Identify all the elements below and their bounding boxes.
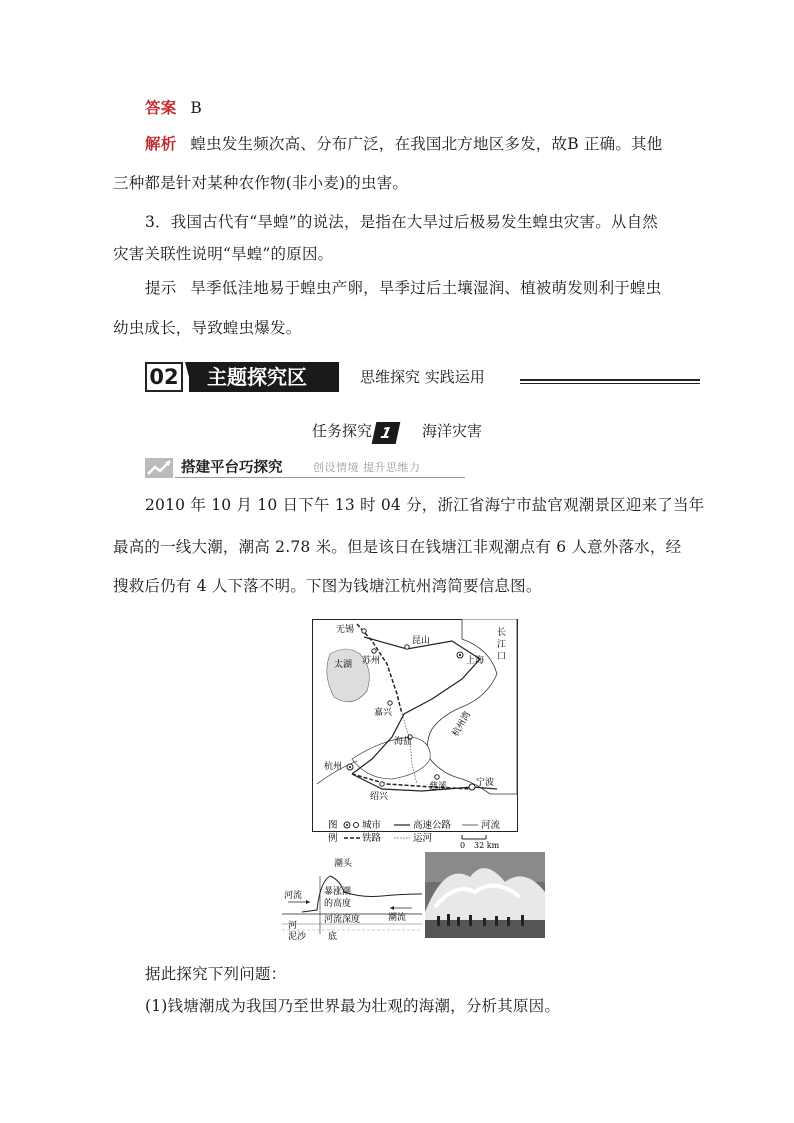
- answer-label: 答案: [145, 98, 177, 117]
- label-cixi: 慈溪: [429, 782, 448, 792]
- body-line2: 最高的一线大潮，潮高 2.78 米。但是该日在钱塘江非观潮点有 6 人意外落水，经: [113, 538, 682, 556]
- legend-scale-zero: 0: [460, 841, 466, 848]
- tidal-bore-photo: [425, 852, 545, 938]
- legend-river: 河流: [481, 820, 501, 831]
- legend-tu: 图: [328, 820, 338, 831]
- legend-highway: 高速公路: [413, 820, 452, 831]
- label-changjiang2: 江: [497, 640, 507, 650]
- diagram-depth: 河流深度: [324, 915, 361, 925]
- platform-title: 搭建平台巧探究: [181, 460, 283, 476]
- city-cixi-marker: [435, 775, 439, 779]
- hint-label: 提示: [145, 279, 177, 297]
- label-changjiang: 长: [497, 628, 507, 638]
- tide-arrowhead: [390, 906, 394, 910]
- body-line1: 2010 年 10 月 10 日下午 13 时 04 分，浙江省海宁市盐官观潮景区迎来了当年: [145, 496, 705, 514]
- task-number: 1: [372, 422, 401, 444]
- analysis-line1: [145, 132, 715, 156]
- legend-city-icon: [354, 823, 359, 828]
- diagram-river: 河流: [284, 891, 303, 901]
- diagram-mud: 泥沙: [288, 932, 307, 940]
- label-jiaxing: 嘉兴: [374, 708, 393, 718]
- city-wuxi-marker: [362, 629, 366, 633]
- chart-trend-icon: [145, 456, 175, 480]
- platform-rule: [175, 477, 465, 478]
- question1-line: (1)钱塘潮成为我国乃至世界最为壮观的海潮，分析其原因。: [145, 997, 561, 1015]
- diagram-bottom: 底: [328, 932, 338, 940]
- task-prefix: 任务探究: [311, 422, 372, 440]
- city-hangzhou-dot: [349, 766, 351, 768]
- hint-text1: 旱季低洼地易于蝗虫产卵，旱季过后土壤湿润、植被萌发则利于蝗虫: [190, 279, 662, 297]
- label-shanghai: 上海: [466, 656, 485, 666]
- tidal-bore-photo-art: [425, 852, 545, 938]
- legend-city: 城市: [362, 820, 382, 831]
- platform-heading: [145, 456, 465, 480]
- diagram-tide: 潮流: [388, 913, 407, 923]
- legend-canal: 运河: [413, 833, 433, 844]
- question3-line2: 灾害关联性说明“旱蝗”的原因。: [113, 245, 334, 263]
- diagram-head: 潮头: [334, 859, 353, 869]
- label-hangzhouwan: 杭州湾: [450, 710, 474, 739]
- section-subtitle: 思维探究 实践运用: [360, 368, 485, 386]
- legend-capital-dot: [346, 824, 348, 826]
- diagram-height1: 暴涨潮: [324, 887, 352, 897]
- prompt-line: 据此探究下列问题：: [145, 965, 287, 983]
- label-suzhou: 苏州: [362, 656, 381, 666]
- river-arrowhead: [306, 900, 310, 904]
- city-shaoxing-marker: [380, 782, 384, 786]
- city-suzhou-marker: [372, 649, 376, 653]
- section-rule: [520, 379, 700, 384]
- label-haiyan: 海盐: [394, 737, 413, 747]
- platform-subtitle: 创设情境 提升思维力: [313, 461, 421, 474]
- analysis-label: 解析: [145, 134, 177, 153]
- map-legend: [326, 818, 526, 848]
- section-header: [145, 362, 701, 394]
- label-changjiang3: 口: [497, 652, 507, 662]
- question3-line1: 3．我国古代有“旱蝗”的说法，是指在大旱过后极易发生蝗虫灾害。从自然: [145, 213, 659, 231]
- label-kunshan: 昆山: [412, 636, 431, 646]
- legend-li: 例: [328, 833, 338, 844]
- label-wuxi: 无锡: [336, 625, 355, 635]
- body-line3: 搜救后仍有 4 人下落不明。下图为钱塘江杭州湾简要信息图。: [113, 577, 542, 595]
- analysis-text1: 蝗虫发生频次高、分布广泛，在我国北方地区多发，故B 正确。其他: [190, 135, 663, 153]
- hint-line1: [145, 276, 715, 300]
- diagram-he: 河: [288, 921, 298, 931]
- diagram-height2: 的高度: [324, 899, 352, 909]
- city-jiaxing-marker: [388, 701, 392, 705]
- city-kunshan-marker: [405, 645, 409, 649]
- section-title: 主题探究区: [189, 362, 339, 392]
- legend-scale: 32 km: [474, 841, 500, 848]
- label-ningbo: 宁波: [476, 778, 495, 788]
- label-shaoxing: 绍兴: [370, 792, 389, 802]
- city-shanghai-dot: [459, 654, 461, 656]
- hint-line2: 幼虫成长，导致蝗虫爆发。: [113, 319, 302, 337]
- section-number: 02: [145, 362, 183, 392]
- analysis-line2: 三种都是针对某种农作物(非小麦)的虫害。: [113, 174, 409, 192]
- label-hangzhou: 杭州: [324, 762, 343, 772]
- task-heading: [0, 420, 794, 444]
- legend-railway: 铁路: [362, 833, 382, 844]
- label-taihu: 太湖: [334, 660, 353, 670]
- city-ningbo-marker: [469, 784, 475, 790]
- answer-value: B: [190, 99, 202, 117]
- task-title: 海洋灾害: [422, 422, 483, 440]
- tidal-bore-diagram: [282, 852, 422, 940]
- hangzhou-bay-map: [312, 619, 518, 832]
- answer-line: [145, 96, 715, 120]
